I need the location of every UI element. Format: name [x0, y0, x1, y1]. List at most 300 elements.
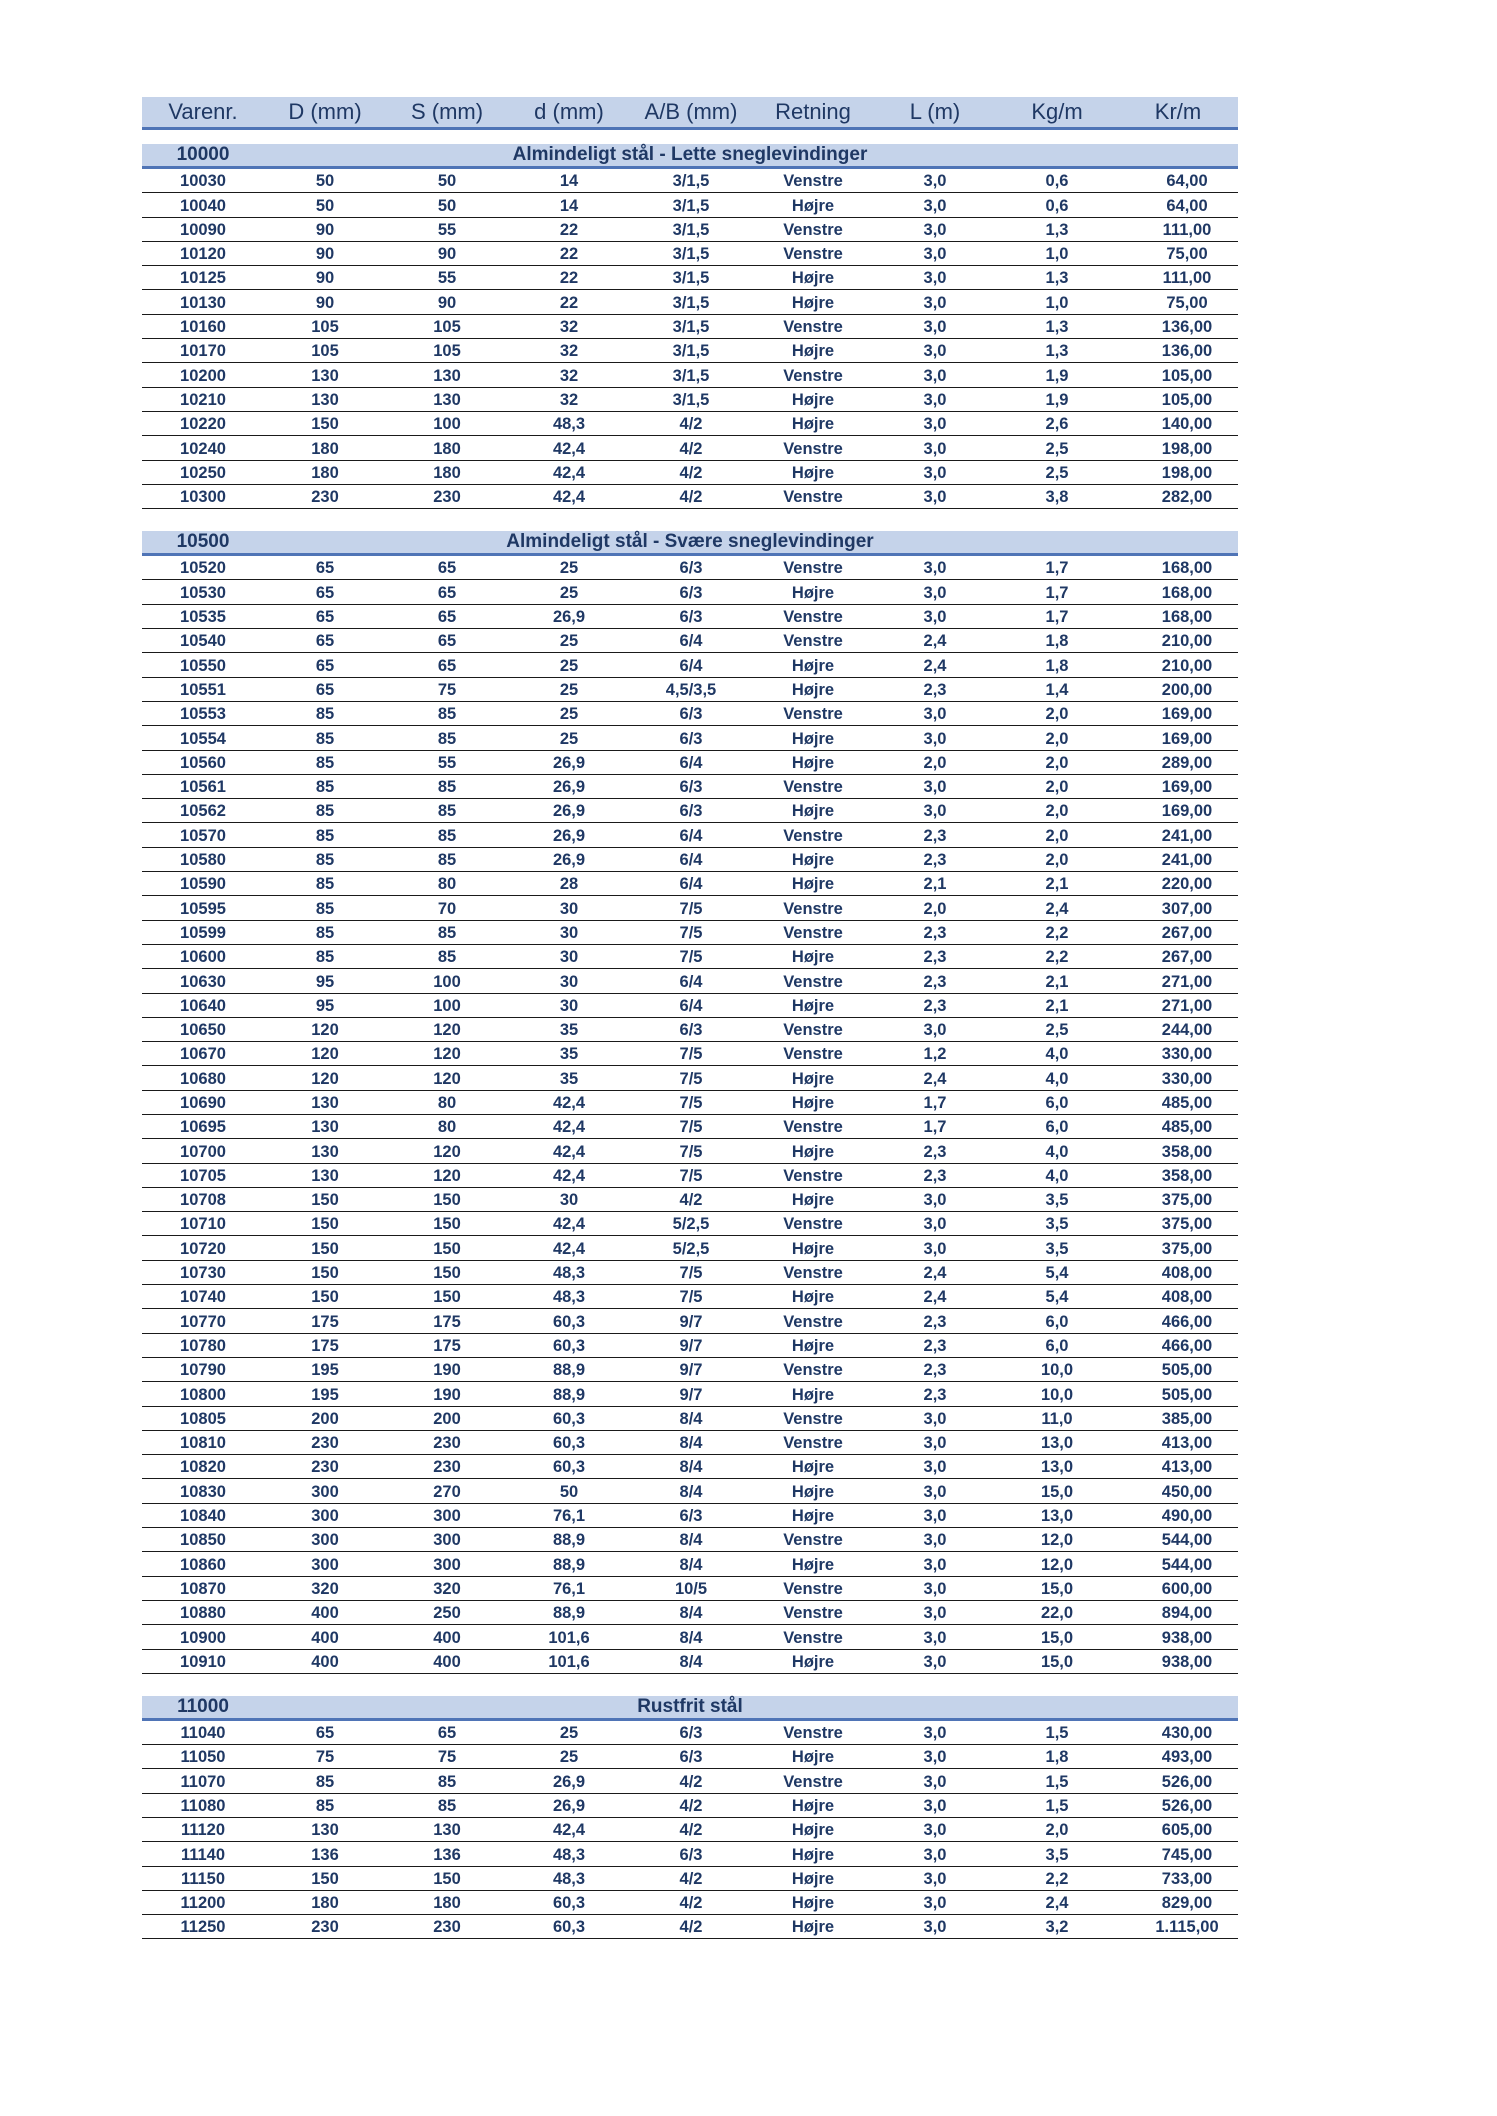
- cell-ab: 6/3: [630, 799, 752, 823]
- cell-varenr: 10708: [142, 1187, 264, 1211]
- cell-varenr: 11070: [142, 1769, 264, 1793]
- cell-retning: Højre: [752, 1745, 874, 1769]
- cell-retning: Venstre: [752, 969, 874, 993]
- cell-varenr: 10670: [142, 1042, 264, 1066]
- cell-ab: 8/4: [630, 1455, 752, 1479]
- table-row: [142, 993, 1238, 1017]
- cell-s-pitch: 400: [386, 1649, 508, 1673]
- cell-kr-per-m: 375,00: [1118, 1236, 1238, 1260]
- cell-d-inner: 42,4: [508, 1236, 630, 1260]
- cell-kr-per-m: 829,00: [1118, 1890, 1238, 1914]
- cell-d-inner: 42,4: [508, 436, 630, 460]
- cell-retning: Venstre: [752, 1600, 874, 1624]
- table-row: [142, 1503, 1238, 1527]
- cell-d-outer: 65: [264, 677, 386, 701]
- cell-d-outer: 230: [264, 484, 386, 508]
- cell-kg-per-m: 3,5: [996, 1187, 1118, 1211]
- cell-kr-per-m: 330,00: [1118, 1066, 1238, 1090]
- cell-ab: 6/3: [630, 701, 752, 725]
- cell-s-pitch: 85: [386, 799, 508, 823]
- cell-kg-per-m: 11,0: [996, 1406, 1118, 1430]
- cell-ab: 8/4: [630, 1552, 752, 1576]
- cell-retning: Højre: [752, 1818, 874, 1842]
- cell-length: 3,0: [874, 339, 996, 363]
- cell-s-pitch: 180: [386, 436, 508, 460]
- section-spacer: [142, 509, 1238, 532]
- cell-varenr: 10300: [142, 484, 264, 508]
- cell-kg-per-m: 5,4: [996, 1260, 1118, 1284]
- cell-ab: 10/5: [630, 1576, 752, 1600]
- cell-varenr: 10120: [142, 241, 264, 265]
- cell-s-pitch: 65: [386, 604, 508, 628]
- header-row: [142, 97, 1238, 129]
- cell-ab: 6/3: [630, 1017, 752, 1041]
- cell-length: 3,0: [874, 241, 996, 265]
- cell-kr-per-m: 600,00: [1118, 1576, 1238, 1600]
- cell-retning: Venstre: [752, 1260, 874, 1284]
- table-row: [142, 1793, 1238, 1817]
- cell-ab: 6/3: [630, 726, 752, 750]
- cell-d-inner: 26,9: [508, 604, 630, 628]
- cell-varenr: 10650: [142, 1017, 264, 1041]
- cell-d-inner: 88,9: [508, 1528, 630, 1552]
- cell-varenr: 10200: [142, 363, 264, 387]
- cell-kg-per-m: 3,5: [996, 1236, 1118, 1260]
- cell-retning: Højre: [752, 1455, 874, 1479]
- section-header-row: [142, 531, 1238, 555]
- table-row: [142, 920, 1238, 944]
- cell-kg-per-m: 6,0: [996, 1090, 1118, 1114]
- cell-kr-per-m: 485,00: [1118, 1090, 1238, 1114]
- cell-kg-per-m: 1,0: [996, 241, 1118, 265]
- table-row: [142, 1842, 1238, 1866]
- cell-retning: Højre: [752, 993, 874, 1017]
- cell-d-outer: 85: [264, 920, 386, 944]
- cell-d-outer: 150: [264, 1187, 386, 1211]
- cell-d-inner: 42,4: [508, 1212, 630, 1236]
- table-row: [142, 1333, 1238, 1357]
- cell-length: 3,0: [874, 168, 996, 193]
- cell-length: 3,0: [874, 387, 996, 411]
- cell-varenr: 10850: [142, 1528, 264, 1552]
- cell-ab: 5/2,5: [630, 1212, 752, 1236]
- cell-retning: Højre: [752, 339, 874, 363]
- cell-ab: 7/5: [630, 896, 752, 920]
- table-row: [142, 484, 1238, 508]
- cell-d-outer: 180: [264, 460, 386, 484]
- cell-varenr: 10535: [142, 604, 264, 628]
- header-d-inner: d (mm): [508, 97, 630, 129]
- cell-s-pitch: 190: [386, 1357, 508, 1381]
- table-row: [142, 241, 1238, 265]
- cell-ab: 4/2: [630, 484, 752, 508]
- cell-retning: Venstre: [752, 1042, 874, 1066]
- cell-kg-per-m: 3,8: [996, 484, 1118, 508]
- cell-length: 2,3: [874, 1139, 996, 1163]
- cell-d-inner: 30: [508, 1187, 630, 1211]
- cell-kg-per-m: 12,0: [996, 1552, 1118, 1576]
- cell-d-outer: 50: [264, 193, 386, 217]
- cell-kr-per-m: 413,00: [1118, 1455, 1238, 1479]
- cell-kg-per-m: 1,7: [996, 555, 1118, 580]
- cell-d-outer: 300: [264, 1528, 386, 1552]
- cell-kr-per-m: 169,00: [1118, 726, 1238, 750]
- cell-length: 3,0: [874, 774, 996, 798]
- header-kr-per-m: Kr/m: [1118, 97, 1238, 129]
- table-row: [142, 1625, 1238, 1649]
- cell-kr-per-m: 413,00: [1118, 1430, 1238, 1454]
- cell-d-outer: 75: [264, 1745, 386, 1769]
- cell-kr-per-m: 358,00: [1118, 1163, 1238, 1187]
- cell-kg-per-m: 10,0: [996, 1382, 1118, 1406]
- cell-kg-per-m: 2,2: [996, 920, 1118, 944]
- cell-ab: 7/5: [630, 1260, 752, 1284]
- cell-kg-per-m: 1,5: [996, 1769, 1118, 1793]
- cell-kr-per-m: 168,00: [1118, 580, 1238, 604]
- table-row: [142, 290, 1238, 314]
- cell-kr-per-m: 271,00: [1118, 969, 1238, 993]
- cell-length: 3,0: [874, 1455, 996, 1479]
- cell-kr-per-m: 267,00: [1118, 944, 1238, 968]
- table-row: [142, 896, 1238, 920]
- cell-kr-per-m: 198,00: [1118, 436, 1238, 460]
- cell-d-outer: 130: [264, 1139, 386, 1163]
- cell-s-pitch: 90: [386, 241, 508, 265]
- cell-kg-per-m: 2,1: [996, 969, 1118, 993]
- cell-varenr: 10040: [142, 193, 264, 217]
- table-row: [142, 460, 1238, 484]
- table-row: [142, 363, 1238, 387]
- cell-kr-per-m: 168,00: [1118, 604, 1238, 628]
- table-row: [142, 969, 1238, 993]
- cell-kr-per-m: 241,00: [1118, 847, 1238, 871]
- cell-s-pitch: 65: [386, 653, 508, 677]
- cell-retning: Højre: [752, 653, 874, 677]
- cell-s-pitch: 230: [386, 484, 508, 508]
- section-spacer: [142, 1673, 1238, 1696]
- cell-kg-per-m: 2,5: [996, 436, 1118, 460]
- cell-d-outer: 195: [264, 1357, 386, 1381]
- cell-length: 3,0: [874, 799, 996, 823]
- cell-s-pitch: 120: [386, 1042, 508, 1066]
- cell-d-inner: 32: [508, 339, 630, 363]
- cell-d-outer: 105: [264, 339, 386, 363]
- cell-retning: Venstre: [752, 436, 874, 460]
- cell-s-pitch: 65: [386, 1719, 508, 1744]
- table-row: [142, 1719, 1238, 1744]
- cell-d-inner: 76,1: [508, 1576, 630, 1600]
- cell-d-outer: 180: [264, 436, 386, 460]
- cell-kr-per-m: 168,00: [1118, 555, 1238, 580]
- cell-length: 2,4: [874, 1066, 996, 1090]
- cell-retning: Højre: [752, 1552, 874, 1576]
- cell-d-inner: 60,3: [508, 1309, 630, 1333]
- cell-kr-per-m: 169,00: [1118, 701, 1238, 725]
- cell-retning: Venstre: [752, 363, 874, 387]
- section-header-row: [142, 1696, 1238, 1720]
- cell-varenr: 10820: [142, 1455, 264, 1479]
- cell-kg-per-m: 2,5: [996, 460, 1118, 484]
- cell-kg-per-m: 6,0: [996, 1309, 1118, 1333]
- cell-d-outer: 85: [264, 1793, 386, 1817]
- cell-retning: Venstre: [752, 920, 874, 944]
- cell-ab: 4/2: [630, 460, 752, 484]
- cell-retning: Venstre: [752, 896, 874, 920]
- cell-d-outer: 65: [264, 629, 386, 653]
- cell-varenr: 10550: [142, 653, 264, 677]
- cell-ab: 4/2: [630, 1793, 752, 1817]
- cell-ab: 6/4: [630, 750, 752, 774]
- cell-length: 3,0: [874, 580, 996, 604]
- cell-retning: Højre: [752, 726, 874, 750]
- cell-retning: Højre: [752, 1915, 874, 1939]
- cell-s-pitch: 120: [386, 1017, 508, 1041]
- cell-kr-per-m: 358,00: [1118, 1139, 1238, 1163]
- cell-length: 3,0: [874, 266, 996, 290]
- cell-d-inner: 60,3: [508, 1890, 630, 1914]
- cell-kr-per-m: 375,00: [1118, 1212, 1238, 1236]
- cell-length: 2,0: [874, 750, 996, 774]
- cell-ab: 7/5: [630, 1139, 752, 1163]
- cell-d-outer: 85: [264, 896, 386, 920]
- cell-ab: 3/1,5: [630, 193, 752, 217]
- cell-kr-per-m: 430,00: [1118, 1719, 1238, 1744]
- cell-kg-per-m: 3,5: [996, 1842, 1118, 1866]
- table-row: [142, 1212, 1238, 1236]
- cell-varenr: 10710: [142, 1212, 264, 1236]
- cell-kr-per-m: 267,00: [1118, 920, 1238, 944]
- cell-ab: 7/5: [630, 944, 752, 968]
- section-spacer: [142, 129, 1238, 145]
- cell-ab: 4/2: [630, 1890, 752, 1914]
- cell-kg-per-m: 2,1: [996, 993, 1118, 1017]
- cell-d-outer: 50: [264, 168, 386, 193]
- cell-kg-per-m: 22,0: [996, 1600, 1118, 1624]
- cell-s-pitch: 90: [386, 290, 508, 314]
- table-row: [142, 411, 1238, 435]
- cell-s-pitch: 180: [386, 1890, 508, 1914]
- cell-d-inner: 60,3: [508, 1915, 630, 1939]
- cell-retning: Højre: [752, 1285, 874, 1309]
- cell-retning: Venstre: [752, 1528, 874, 1552]
- cell-s-pitch: 70: [386, 896, 508, 920]
- cell-kg-per-m: 13,0: [996, 1455, 1118, 1479]
- cell-kg-per-m: 6,0: [996, 1333, 1118, 1357]
- cell-varenr: 10599: [142, 920, 264, 944]
- cell-varenr: 10870: [142, 1576, 264, 1600]
- cell-d-inner: 42,4: [508, 460, 630, 484]
- cell-ab: 4/2: [630, 1915, 752, 1939]
- cell-varenr: 10770: [142, 1309, 264, 1333]
- cell-s-pitch: 320: [386, 1576, 508, 1600]
- table-row: [142, 1528, 1238, 1552]
- cell-ab: 3/1,5: [630, 363, 752, 387]
- cell-ab: 6/4: [630, 629, 752, 653]
- cell-ab: 4/2: [630, 1769, 752, 1793]
- cell-kg-per-m: 2,4: [996, 896, 1118, 920]
- cell-kg-per-m: 2,2: [996, 1866, 1118, 1890]
- cell-d-outer: 150: [264, 1260, 386, 1284]
- cell-length: 2,3: [874, 920, 996, 944]
- cell-ab: 6/4: [630, 847, 752, 871]
- cell-length: 2,3: [874, 1163, 996, 1187]
- cell-s-pitch: 85: [386, 944, 508, 968]
- cell-kr-per-m: 111,00: [1118, 266, 1238, 290]
- table-row: [142, 1163, 1238, 1187]
- cell-length: 3,0: [874, 555, 996, 580]
- cell-s-pitch: 120: [386, 1163, 508, 1187]
- cell-length: 2,3: [874, 1382, 996, 1406]
- cell-d-outer: 85: [264, 823, 386, 847]
- cell-kg-per-m: 4,0: [996, 1066, 1118, 1090]
- cell-s-pitch: 200: [386, 1406, 508, 1430]
- cell-s-pitch: 150: [386, 1187, 508, 1211]
- cell-d-outer: 65: [264, 653, 386, 677]
- cell-ab: 8/4: [630, 1528, 752, 1552]
- cell-length: 1,7: [874, 1090, 996, 1114]
- table-row: [142, 339, 1238, 363]
- cell-retning: Højre: [752, 387, 874, 411]
- cell-varenr: 11200: [142, 1890, 264, 1914]
- cell-d-outer: 400: [264, 1600, 386, 1624]
- cell-varenr: 11140: [142, 1842, 264, 1866]
- cell-varenr: 10680: [142, 1066, 264, 1090]
- cell-kr-per-m: 605,00: [1118, 1818, 1238, 1842]
- cell-s-pitch: 50: [386, 193, 508, 217]
- cell-ab: 3/1,5: [630, 290, 752, 314]
- cell-varenr: 10810: [142, 1430, 264, 1454]
- cell-length: 2,4: [874, 1260, 996, 1284]
- section-code: 11000: [142, 1696, 264, 1720]
- cell-d-outer: 65: [264, 580, 386, 604]
- cell-ab: 3/1,5: [630, 387, 752, 411]
- cell-s-pitch: 55: [386, 217, 508, 241]
- cell-varenr: 11250: [142, 1915, 264, 1939]
- cell-d-inner: 42,4: [508, 484, 630, 508]
- cell-s-pitch: 180: [386, 460, 508, 484]
- table-row: [142, 1066, 1238, 1090]
- cell-d-inner: 26,9: [508, 823, 630, 847]
- cell-s-pitch: 150: [386, 1866, 508, 1890]
- table-row: [142, 653, 1238, 677]
- cell-varenr: 10780: [142, 1333, 264, 1357]
- cell-ab: 8/4: [630, 1430, 752, 1454]
- cell-kr-per-m: 169,00: [1118, 799, 1238, 823]
- section-title: Rustfrit stål: [264, 1696, 1238, 1720]
- cell-varenr: 10250: [142, 460, 264, 484]
- table-row: [142, 193, 1238, 217]
- cell-d-inner: 26,9: [508, 1793, 630, 1817]
- cell-s-pitch: 130: [386, 1818, 508, 1842]
- cell-d-inner: 30: [508, 944, 630, 968]
- cell-kr-per-m: 745,00: [1118, 1842, 1238, 1866]
- cell-varenr: 10600: [142, 944, 264, 968]
- cell-d-outer: 180: [264, 1890, 386, 1914]
- cell-kr-per-m: 938,00: [1118, 1625, 1238, 1649]
- cell-d-inner: 22: [508, 217, 630, 241]
- cell-kg-per-m: 2,0: [996, 701, 1118, 725]
- table-row: [142, 1406, 1238, 1430]
- cell-ab: 4/2: [630, 436, 752, 460]
- cell-retning: Venstre: [752, 1769, 874, 1793]
- table-row: [142, 1236, 1238, 1260]
- cell-retning: Højre: [752, 1479, 874, 1503]
- cell-kr-per-m: 490,00: [1118, 1503, 1238, 1527]
- cell-d-inner: 48,3: [508, 1866, 630, 1890]
- cell-kg-per-m: 3,5: [996, 1212, 1118, 1236]
- cell-retning: Højre: [752, 290, 874, 314]
- cell-s-pitch: 65: [386, 629, 508, 653]
- cell-length: 3,0: [874, 290, 996, 314]
- cell-kg-per-m: 15,0: [996, 1649, 1118, 1673]
- cell-d-outer: 120: [264, 1066, 386, 1090]
- cell-s-pitch: 100: [386, 969, 508, 993]
- cell-ab: 9/7: [630, 1333, 752, 1357]
- cell-d-outer: 400: [264, 1625, 386, 1649]
- cell-d-inner: 30: [508, 920, 630, 944]
- cell-d-outer: 65: [264, 604, 386, 628]
- cell-kr-per-m: 385,00: [1118, 1406, 1238, 1430]
- table-row: [142, 314, 1238, 338]
- cell-retning: Højre: [752, 1090, 874, 1114]
- cell-kg-per-m: 0,6: [996, 193, 1118, 217]
- table-row: [142, 629, 1238, 653]
- cell-retning: Højre: [752, 1382, 874, 1406]
- cell-varenr: 10900: [142, 1625, 264, 1649]
- cell-varenr: 10830: [142, 1479, 264, 1503]
- cell-kg-per-m: 15,0: [996, 1576, 1118, 1600]
- cell-kr-per-m: 220,00: [1118, 872, 1238, 896]
- cell-varenr: 10125: [142, 266, 264, 290]
- cell-d-outer: 320: [264, 1576, 386, 1600]
- cell-retning: Højre: [752, 1793, 874, 1817]
- cell-d-inner: 25: [508, 555, 630, 580]
- cell-d-inner: 14: [508, 168, 630, 193]
- cell-kr-per-m: 64,00: [1118, 193, 1238, 217]
- table-row: [142, 1745, 1238, 1769]
- cell-d-inner: 88,9: [508, 1382, 630, 1406]
- cell-ab: 6/4: [630, 823, 752, 847]
- cell-kr-per-m: 75,00: [1118, 241, 1238, 265]
- cell-varenr: 10580: [142, 847, 264, 871]
- cell-varenr: 11050: [142, 1745, 264, 1769]
- table-row: [142, 436, 1238, 460]
- cell-d-inner: 32: [508, 387, 630, 411]
- cell-s-pitch: 270: [386, 1479, 508, 1503]
- cell-kr-per-m: 450,00: [1118, 1479, 1238, 1503]
- cell-ab: 8/4: [630, 1600, 752, 1624]
- cell-kg-per-m: 2,0: [996, 799, 1118, 823]
- cell-kg-per-m: 2,0: [996, 726, 1118, 750]
- table-row: [142, 266, 1238, 290]
- cell-s-pitch: 230: [386, 1915, 508, 1939]
- cell-d-outer: 65: [264, 1719, 386, 1744]
- cell-length: 3,0: [874, 1017, 996, 1041]
- cell-s-pitch: 150: [386, 1260, 508, 1284]
- cell-ab: 7/5: [630, 1163, 752, 1187]
- cell-ab: 7/5: [630, 1285, 752, 1309]
- cell-kr-per-m: 408,00: [1118, 1260, 1238, 1284]
- cell-length: 2,0: [874, 896, 996, 920]
- cell-kr-per-m: 466,00: [1118, 1309, 1238, 1333]
- cell-length: 3,0: [874, 1187, 996, 1211]
- cell-kg-per-m: 2,0: [996, 750, 1118, 774]
- table-row: [142, 944, 1238, 968]
- cell-d-outer: 300: [264, 1552, 386, 1576]
- section-title: Almindeligt stål - Svære sneglevindinger: [264, 531, 1238, 555]
- cell-s-pitch: 150: [386, 1236, 508, 1260]
- cell-d-inner: 76,1: [508, 1503, 630, 1527]
